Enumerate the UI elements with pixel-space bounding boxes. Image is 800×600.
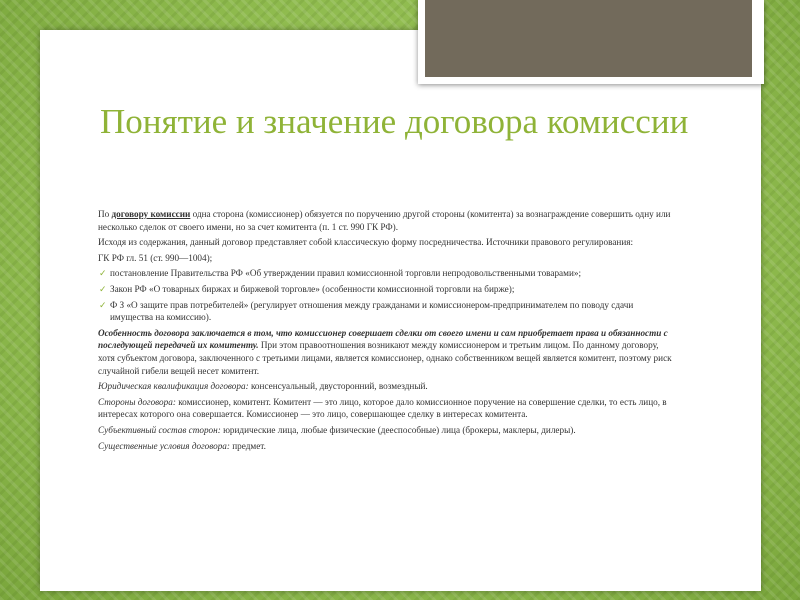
- list-item: ✓ Закон РФ «О товарных биржах и биржевой торговле» (особенности комиссионной торговли на бирже);: [99, 283, 515, 294]
- checkmark-icon: ✓: [99, 283, 107, 294]
- paragraph-subjects: Субъективный состав сторон: юридические лица, любые физические (дееспособные) лица (брокеры, маклеры, дилеры).: [98, 424, 576, 435]
- slide: [40, 30, 761, 591]
- paragraph-qualification: Юридическая квалификация договора: консенсуальный, двусторонний, возмездный.: [98, 381, 428, 392]
- paragraph-sources-intro: Исходя из содержания, данный договор представляет собой классическую форму посредничества. Источники правового регулирования:: [98, 237, 634, 248]
- photo-frame: [418, 0, 764, 84]
- term-contract: договору комиссии: [111, 209, 191, 219]
- feature-emphasis: Особенность договора заключается в том, что комиссионер совершает сделки от своего имени и сам приобретает права и обязанности с последующей передачей их комитенту.: [98, 327, 668, 351]
- slide-content: [98, 208, 676, 455]
- checkmark-icon: ✓: [99, 268, 107, 279]
- photo-placeholder: [425, 0, 752, 77]
- paragraph-parties: Стороны договора: комиссионер, комитент. Комитент — это лицо, которое дало комиссионное поручение на совершение сделки, то есть лицо, в интересах которого она совершается. Комиссионер — это лицо, совершающее сделку в интересах комитента.: [98, 396, 667, 420]
- paragraph-definition: По договору комиссии одна сторона (комиссионер) обязуется по поручению другой стороны (комитента) за вознаграждение совершить одну или несколько сделок от своего имени, но за счет комитента (п. 1 ст. 990 ГК РФ).: [98, 209, 671, 232]
- list-item: ✓ постановление Правительства РФ «Об утверждении правил комиссионной торговли непродовольственными товарами»;: [99, 268, 582, 279]
- paragraph-feature: Особенность договора заключается в том, что комиссионер совершает сделки от своего имени и сам приобретает права и обязанности с последующей передачей их комитенту. При этом правоотношения возникают между комиссионером и третьим лицом. По данному договору, хотя субъектом договора, заключенного с третьими лицами, является комиссионер, однако собственником вещей является комитент, поэтому риск случайной гибели вещей несет комитент.: [98, 327, 672, 376]
- checkmark-icon: ✓: [99, 299, 107, 310]
- list-item: ✓ Ф З «О защите прав потребителей» (регулирует отношения между гражданами и комиссионером-предпринимателем по поводу сдачи имущества на комиссию).: [99, 299, 634, 323]
- slide-title: Понятие и значение договора комиссии: [100, 102, 689, 141]
- paragraph-civil-code: ГК РФ гл. 51 (ст. 990—1004);: [98, 252, 213, 263]
- paragraph-essential-terms: Существенные условия договора: предмет.: [98, 440, 266, 451]
